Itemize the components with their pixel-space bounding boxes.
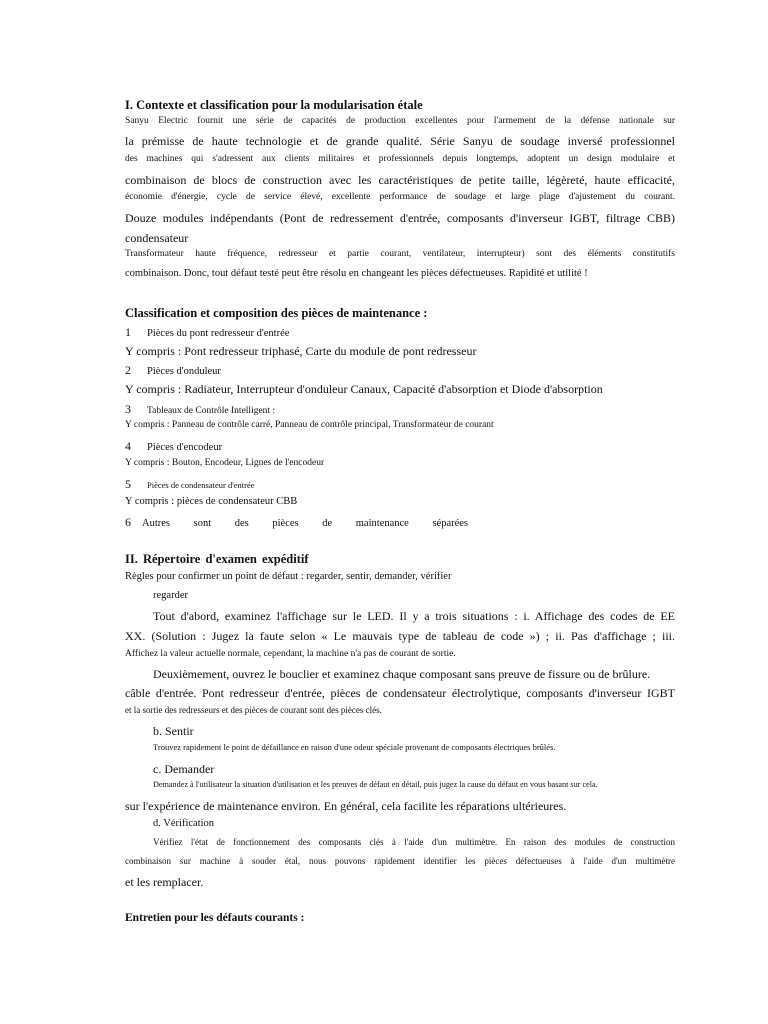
class-item-4-detail: Y compris : Bouton, Encodeur, Lignes de l'encodeur [125, 458, 325, 468]
section2-a-line-2: XX. (Solution : Jugez la faute selon « Le mauvais type de tableau de code ») ; ii. Pas d'affichage ; iii. [125, 629, 675, 643]
section1-line-6: Douze modules indépendants (Pont de redressement d'entrée, composants d'inverseur IGBT, filtrage CBB) [125, 211, 675, 225]
section1-line-2: la prémisse de haute technologie et de grande qualité. Série Sanyu de soudage inversé professionnel [125, 134, 675, 148]
class-item-4-num: 4 [125, 439, 131, 453]
class-item-5 [125, 477, 255, 492]
class-item-5-detail: Y compris : pièces de condensateur CBB [125, 496, 298, 507]
class-item-1 [125, 325, 289, 340]
class-item-4 [125, 439, 222, 454]
section2-b-text: Trouvez rapidement le point de défaillance en raison d'une odeur spéciale provenant de composants électriques brûlés. [153, 742, 556, 752]
class-item-6-num: 6 [125, 515, 131, 529]
section1-title: I. Contexte et classification pour la modularisation étale [125, 98, 423, 112]
class-item-1-detail: Y compris : Pont redresseur triphasé, Carte du module de pont redresseur [125, 344, 477, 358]
section2-d-label: d. Vérification [153, 818, 215, 829]
class-item-2-label: Pièces d'onduleur [147, 366, 221, 377]
section2-d-line-3: et les remplacer. [125, 875, 204, 889]
class-item-6-label: Autres sont des pièces de maintenance séparées [142, 518, 469, 529]
section2-a-line-1: Tout d'abord, examinez l'affichage sur le LED. Il y a trois situations : i. Affichage des codes de EE [153, 609, 675, 623]
section2-d-line-2: combinaison sur machine à souder étal, nous pouvons rapidement identifier les pièces défectueuses à l'aide d'un multimètre [125, 856, 675, 866]
section2-a-label: regarder [153, 590, 188, 601]
class-item-5-num: 5 [125, 477, 131, 491]
section2-a2-line-3: et la sortie des redresseurs et des pièces de courant sont des pièces clés. [125, 705, 382, 715]
section1-line-8: Transformateur haute fréquence, redresseur et partie courant, ventilateur, interrupteur) sont des éléments constitutifs [125, 249, 675, 259]
class-item-5-label: Pièces de condensateur d'entrée [147, 480, 255, 490]
section1-line-9: combinaison. Donc, tout défaut testé peut être résolu en changeant les pièces défectueuses. Rapidité et utilité ! [125, 268, 588, 279]
section2-d-line-1: Vérifiez l'état de fonctionnement des composants clés à l'aide d'un multimètre. En raison des modules de construction [153, 837, 675, 847]
section3-title: Entretien pour les défauts courants : [125, 912, 305, 924]
class-item-3-label: Tableaux de Contrôle Intelligent : [147, 406, 276, 416]
section2-c-text: Demandez à l'utilisateur la situation d'utilisation et les preuves de défaut en détail, puis jugez la cause du défaut en vous basant sur cela. [153, 780, 598, 789]
section1-line-3: des machines qui s'adressent aux clients militaires et professionnels depuis longtemps, adoptent un design modulaire et [125, 154, 675, 164]
classification-title: Classification et composition des pièces de maintenance : [125, 306, 428, 320]
section2-a-line-3: Affichez la valeur actuelle normale, cependant, la machine n'a pas de courant de sortie. [125, 649, 456, 659]
class-item-1-label: Pièces du pont redresseur d'entrée [147, 328, 290, 339]
class-item-2-detail: Y compris : Radiateur, Interrupteur d'onduleur Canaux, Capacité d'absorption et Diode d'absorption [125, 382, 603, 396]
section1-line-1: Sanyu Electric fournit une série de capacités de production excellentes pour l'armement de la défense nationale sur [125, 116, 675, 126]
section1-line-4: combinaison de blocs de construction avec les caractéristiques de petite taille, légèreté, haute efficacité, [125, 173, 675, 187]
section2-a2-line-1: Deuxièmement, ouvrez le bouclier et examinez chaque composant sans preuve de fissure ou de brûlure. [153, 667, 651, 681]
section2-rules: Règles pour confirmer un point de défaut : regarder, sentir, demander, vérifier [125, 571, 452, 582]
section1-line-5: économie d'énergie, cycle de service élevé, excellente performance de soudage et large plage d'ajustement du courant. [125, 192, 675, 202]
class-item-2 [125, 363, 221, 378]
section2-c-text2: sur l'expérience de maintenance environ. En général, cela facilite les réparations ultérieures. [125, 799, 567, 813]
section2-c-label: c. Demander [153, 762, 215, 776]
class-item-3-detail: Y compris : Panneau de contrôle carré, Panneau de contrôle principal, Transformateur de courant [125, 420, 494, 430]
section1-line-7: condensateur [125, 231, 189, 245]
section2-title: II. Répertoire d'examen expéditif [125, 552, 309, 566]
class-item-6 [125, 515, 469, 530]
class-item-1-num: 1 [125, 325, 131, 339]
class-item-3 [125, 402, 275, 417]
class-item-3-num: 3 [125, 402, 131, 416]
section2-a2-line-2: câble d'entrée. Pont redresseur d'entrée, pièces de condensateur électrolytique, composants d'inverseur IGBT [125, 686, 675, 700]
class-item-4-label: Pièces d'encodeur [147, 442, 223, 453]
section2-b-label: b. Sentir [153, 724, 194, 738]
class-item-2-num: 2 [125, 363, 131, 377]
